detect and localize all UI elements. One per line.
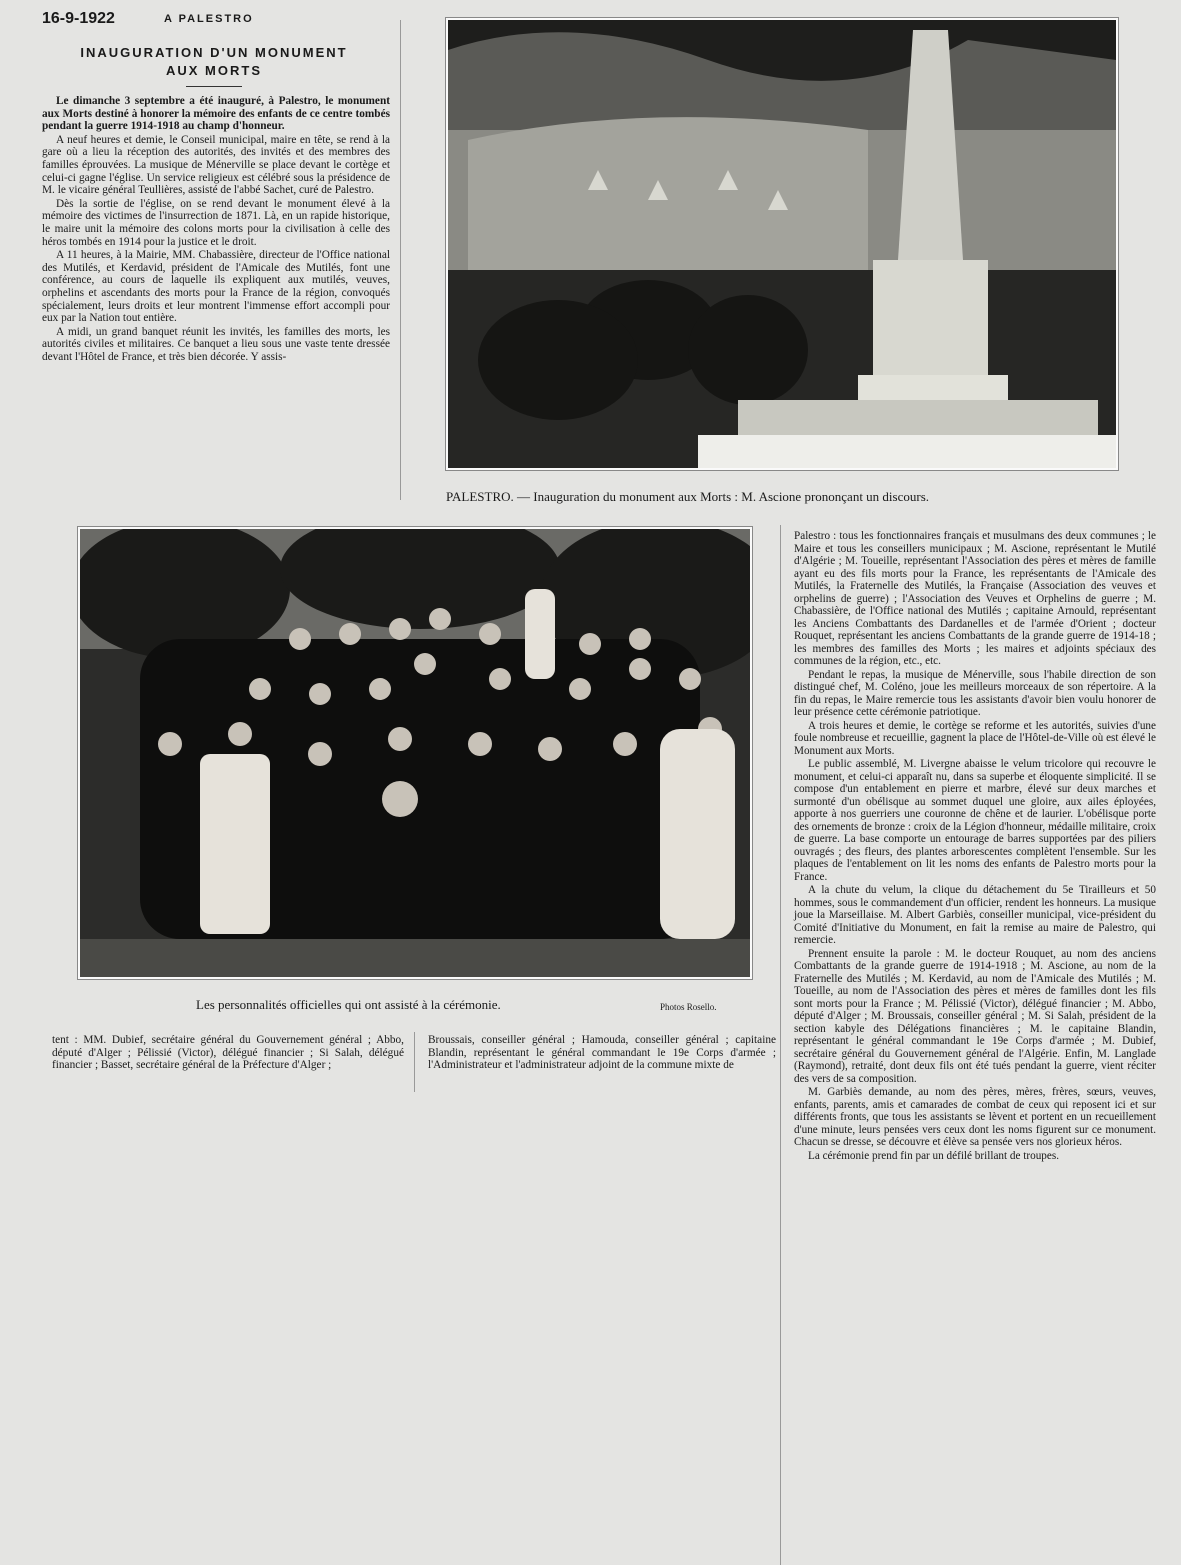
column-divider <box>414 1032 415 1092</box>
title-rule <box>186 86 242 87</box>
paragraph: A 11 heures, à la Mairie, MM. Chabassière, directeur de l'Office national des Mutilés, et Kerdavid, président de l'Amicale des Mutilés, font une conférence, au cours de laquelle ils expliquent aux mutilés, veuves, orphelins et ascendants des morts pour la France de la région, convoqués spécialement, leurs droits et leur montrent l'immense effort accompli pour eux par la Nation tout entière. <box>42 249 390 325</box>
paragraph: Prennent ensuite la parole : M. le docteur Rouquet, au nom des anciens Combattants de la grande guerre de 1914-1918 ; M. Ascione, au nom de la Fraternelle des Mutilés ; M. Kerdavid, au nom de l'Amicale des Mutilés ; M. Toueille, au nom de l'Association des pères et mères de familles dont les fils sont morts pour la France ; M. Pélissié (Victor), délégué financier ; M. Abbo, député d'Alger ; M. Broussais, conseiller général ; M. Si Salah, président de la section kabyle des Délégations financières ; M. le capitaine Blandin, représentant le général commandant le 19e Corps d'armée ; M. Dubief, secrétaire général du Gouvernement général de l'Algérie. Enfin, M. Langlade (Raymond), retraité, dont deux fils ont été tués pendant la guerre, vient réciter des vers de sa composition. <box>794 947 1156 1085</box>
paragraph: A trois heures et demie, le cortège se reforme et les autorités, suivies d'une foule nombreuse et recueillie, gagnent la place de l'Hôtel-de-Ville où est élevé le Monument aux Morts. <box>794 719 1156 757</box>
group-photo-image <box>80 529 750 977</box>
article-title-line-1: INAUGURATION D'UN MONUMENT <box>80 45 348 60</box>
article-title <box>48 44 380 80</box>
monument-photo-image <box>448 20 1116 468</box>
photo-credit: Photos Rosello. <box>660 1002 717 1012</box>
group-photo <box>78 527 752 979</box>
paragraph: Dès la sortie de l'église, on se rend devant le monument élevé à la mémoire des victimes de l'insurrection de 1871. Là, en un rapide historique, le maire unit la mémoire des colons morts pour la civilisation à celle des héros tombés en 1914 pour la justice et le droit. <box>42 197 390 248</box>
article-column-bottom-left <box>52 1034 404 1073</box>
paragraph: Broussais, conseiller général ; Hamouda, conseiller général ; capitaine Blandin, représentant le général commandant le 19e Corps d'armée ; l'Administrateur et l'administrateur adjoint de la commune mixte de <box>428 1034 776 1072</box>
column-divider <box>400 20 401 500</box>
paragraph: M. Garbiès demande, au nom des pères, mères, frères, sœurs, veuves, enfants, parents, amis et camarades de combat de ceux qui reposent ici et sur différents fronts, que tous les assistants se lèvent et portent en un recueillement d'une minute, leurs pensées vers ceux dont les noms figurent sur ce monument. Chacun se dresse, se découvre et élève sa pensée vers nos glorieux héros. <box>794 1086 1156 1148</box>
monument-caption: PALESTRO. — Inauguration du monument aux Morts : M. Ascione prononçant un discours. <box>446 489 930 504</box>
publication-name: A PALESTRO <box>164 13 254 25</box>
paragraph: Palestro : tous les fonctionnaires français et musulmans des deux communes ; le Maire et tous les conseillers municipaux ; M. Ascione, représentant le Mutilé d'Algérie ; M. Toueille, représentant l'Association des pères et mères de famille ayant eu des fils morts pour la France, les représentants de l'Amicale des Mutilés, la Fraternelle des Mutilés, la Française (Association des veuves et orphelins de guerre) ; l'Association des Veuves et Orphelins de guerre ; M. Chabassière, de l'Office national des Mutilés ; capitaine Arnould, représentant les Anciens Combattants des Dardanelles et de l'armée d'Orient ; docteur Rouquet, représentant les anciens Combattants de la grande guerre de 1914-18 ; les membres des familles des Morts ; les maires et adjoints spéciaux des communes de la région, etc., etc. <box>794 530 1156 667</box>
article-column-left <box>42 95 390 364</box>
article-column-bottom-middle <box>428 1034 776 1073</box>
article-title-line-2: AUX MORTS <box>166 63 262 78</box>
issue-date: 16-9-1922 <box>42 10 115 27</box>
paragraph: tent : MM. Dubief, secrétaire général du Gouvernement général ; Abbo, député d'Alger ; Pélissié (Victor), délégué financier ; Si Salah, délégué financier ; Basset, secrétaire général de la Préfecture d'Alger ; <box>52 1034 404 1072</box>
paragraph: A midi, un grand banquet réunit les invités, les familles des morts, les autorités civiles et militaires. Ce banquet a lieu sous une vaste tente dressée devant l'Hôtel de France, et très bien décorée. Y assis- <box>42 325 390 363</box>
group-caption: Les personnalités officielles qui ont assisté à la cérémonie. <box>196 997 501 1012</box>
monument-photo <box>446 18 1118 470</box>
paragraph: Le public assemblé, M. Livergne abaisse le velum tricolore qui recouvre le monument, et celui-ci apparaît nu, dans sa superbe et éloquente simplicité. Il se compose d'un entablement en pierre et marbre, élevé sur deux marches et surmonté d'un obélisque au sommet duquel une gloire, aux ailes éployées, apporte à nos guerriers une couronne de chêne et de laurier. L'obélisque porte des ornements de bronze : croix de la Légion d'honneur, médaille militaire, croix de guerre. La base comporte un entourage de barres supportées par des piliers ouvragés ; des fleurs, des plantes arborescentes complètent l'ensemble. Sur les plaques de l'entablement on lit les noms des enfants de Palestro morts pour la France. <box>794 758 1156 883</box>
paragraph: A la chute du velum, la clique du détachement du 5e Tirailleurs et 50 hommes, sous le commandement d'un officier, rendent les honneurs. La musique joue la Marseillaise. M. Albert Garbiès, conseiller municipal, vice-président du Comité d'Initiative du Monument, en fait la remise au maire de Palestro, qui remercie. <box>794 884 1156 946</box>
paragraph: A neuf heures et demie, le Conseil municipal, maire en tête, se rend à la gare où a lieu la réception des autorités, des invités et des membres des familles éprouvées. La musique de Ménerville se place devant le cortège et celui-ci gagne l'église. Un service religieux est célébré sous la présidence de M. le vicaire général Teullières, assisté de l'abbé Sachet, curé de Palestro. <box>42 133 390 197</box>
paragraph: La cérémonie prend fin par un défilé brillant de troupes. <box>808 1149 1059 1162</box>
paragraph: Pendant le repas, la musique de Ménerville, sous l'habile direction de son distingué chef, M. Coléno, joue les meilleurs morceaux de son répertoire. A la fin du repas, le Maire remercie tous les assistants d'avoir bien voulu honorer de leur présence cette cérémonie patriotique. <box>794 668 1156 718</box>
article-column-right <box>794 530 1156 1163</box>
column-divider <box>780 525 781 1565</box>
paragraph: Le dimanche 3 septembre a été inauguré, à Palestro, le monument aux Morts destiné à honorer la mémoire des enfants de ce centre tombés pendant la guerre 1914-1918 au champ d'honneur. <box>42 95 390 133</box>
